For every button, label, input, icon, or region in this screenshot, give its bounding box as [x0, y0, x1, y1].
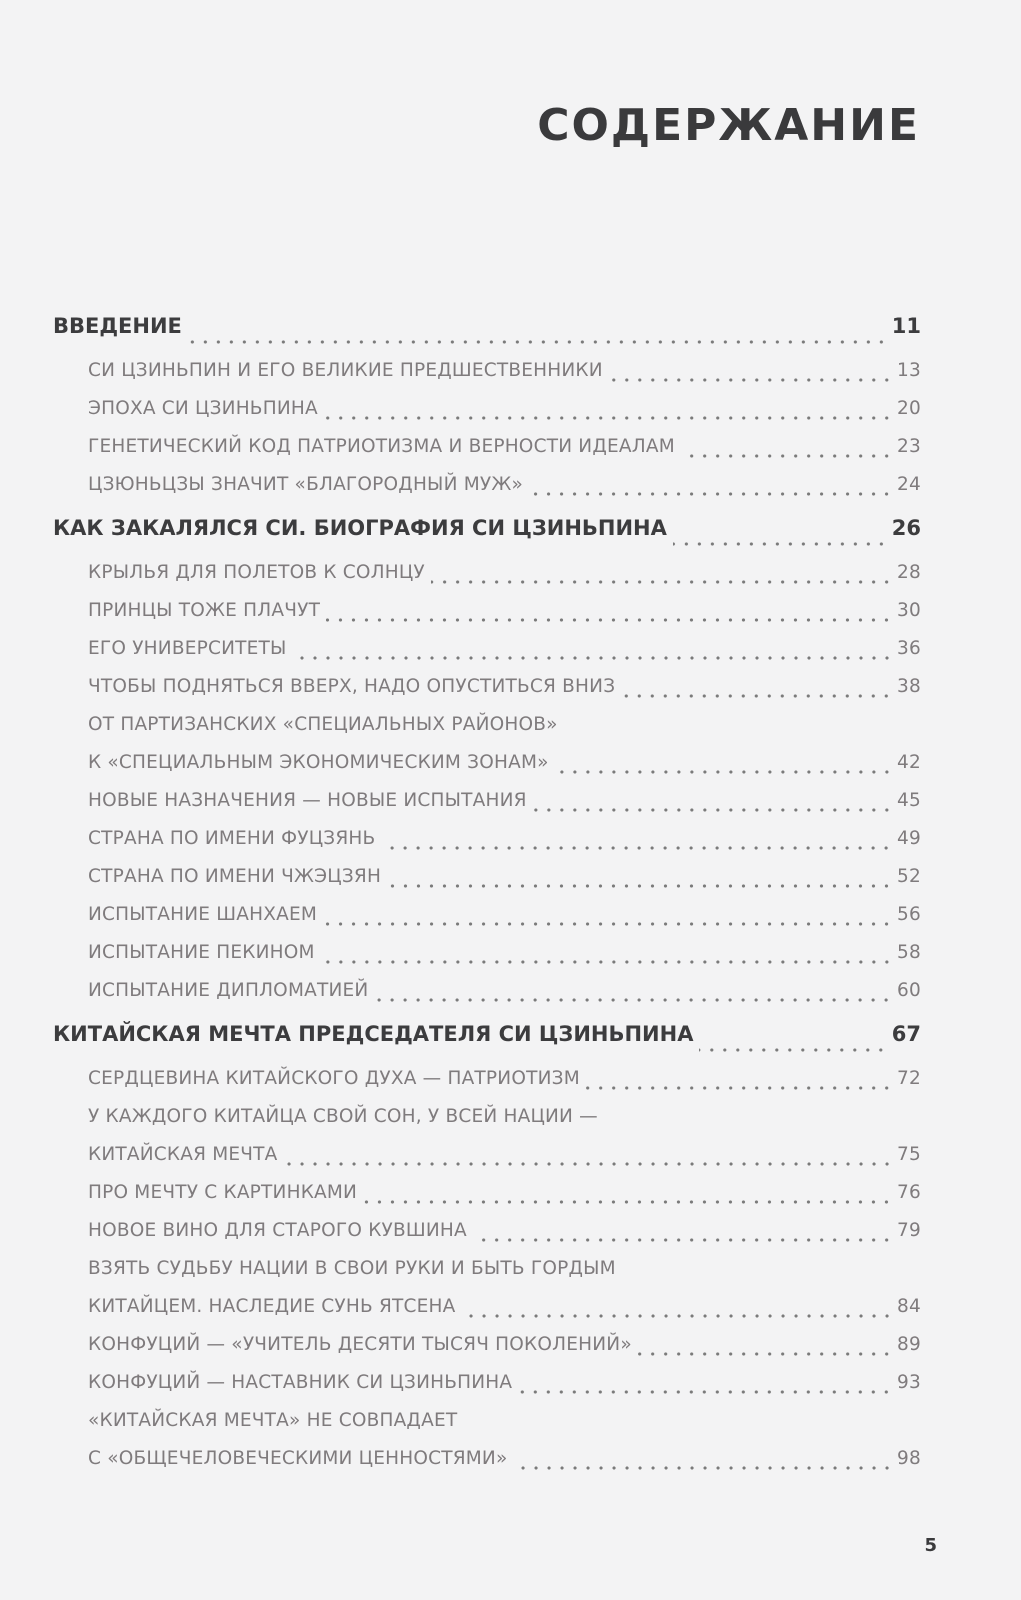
toc-entry-page: 24: [897, 474, 921, 495]
page-number: 5: [924, 1535, 937, 1556]
toc-subsection-entry: [53, 932, 921, 970]
toc-entry-title: КОНФУЦИЙ — НАСТАВНИК СИ ЦЗИНЬПИНА: [88, 1372, 513, 1393]
toc-section-entry: [53, 502, 921, 552]
toc-entry-title: ИСПЫТАНИЕ ШАНХАЕМ: [88, 904, 317, 925]
toc-entry-title: ПРО МЕЧТУ С КАРТИНКАМИ: [88, 1182, 358, 1203]
toc-subsection-entry: [53, 1134, 921, 1172]
toc-entry-title: НОВОЕ ВИНО ДЛЯ СТАРОГО КУВШИНА: [88, 1220, 467, 1241]
toc-subsection-entry: [53, 552, 921, 590]
dot-leader: [321, 960, 893, 964]
toc-entry-title: КОНФУЦИЙ — «УЧИТЕЛЬ ДЕСЯТИ ТЫСЯЧ ПОКОЛЕНИЙ»: [88, 1334, 632, 1355]
dot-leader: [699, 1048, 887, 1052]
toc-entry-title: СЕРДЦЕВИНА КИТАЙСКОГО ДУХА — ПАТРИОТИЗМ: [88, 1068, 580, 1089]
toc-entry-page: 98: [897, 1448, 921, 1469]
toc-entry-title: ВЗЯТЬ СУДЬБУ НАЦИИ В СВОИ РУКИ И БЫТЬ ГОРДЫМ: [88, 1258, 616, 1279]
dot-leader: [293, 656, 894, 660]
dot-leader: [473, 1238, 893, 1242]
toc-subsection-entry: [53, 1324, 921, 1362]
table-of-contents: [53, 300, 921, 1476]
toc-entry-title: КИТАЙЦЕМ. НАСЛЕДИЕ СУНЬ ЯТСЕНА: [88, 1296, 456, 1317]
toc-entry-page: 52: [897, 866, 921, 887]
dot-leader: [518, 1390, 893, 1394]
toc-entry-title: ЦЗЮНЬЦЗЫ ЗНАЧИТ «БЛАГОРОДНЫЙ МУЖ»: [88, 474, 523, 495]
toc-subsection-entry: [53, 628, 921, 666]
toc-subsection-entry: [53, 1248, 921, 1286]
toc-entry-page: 79: [897, 1220, 921, 1241]
toc-entry-page: 76: [897, 1182, 921, 1203]
toc-entry-title: «КИТАЙСКАЯ МЕЧТА» НЕ СОВПАДАЕТ: [88, 1410, 458, 1431]
toc-entry-page: 28: [897, 562, 921, 583]
toc-entry-page: 20: [897, 398, 921, 419]
toc-entry-title: КИТАЙСКАЯ МЕЧТА: [88, 1144, 278, 1165]
toc-subsection-entry: [53, 894, 921, 932]
toc-entry-page: 42: [897, 752, 921, 773]
toc-entry-page: 11: [891, 314, 921, 338]
toc-entry-page: 45: [897, 790, 921, 811]
toc-subsection-entry: [53, 1210, 921, 1248]
toc-entry-page: 30: [897, 600, 921, 621]
dot-leader: [673, 542, 888, 546]
toc-subsection-entry: [53, 1058, 921, 1096]
toc-subsection-entry: [53, 1286, 921, 1324]
dot-leader: [284, 1162, 894, 1166]
toc-entry-title: ПРИНЦЫ ТОЖЕ ПЛАЧУТ: [88, 600, 321, 621]
toc-entry-page: 13: [897, 360, 921, 381]
toc-entry-page: 60: [897, 980, 921, 1001]
toc-subsection-entry: [53, 1096, 921, 1134]
toc-entry-page: 72: [897, 1068, 921, 1089]
toc-subsection-entry: [53, 350, 921, 388]
toc-entry-title: КАК ЗАКАЛЯЛСЯ СИ. БИОГРАФИЯ СИ ЦЗИНЬПИНА: [53, 516, 667, 540]
toc-subsection-entry: [53, 856, 921, 894]
toc-subsection-entry: [53, 1400, 921, 1438]
dot-leader: [533, 808, 893, 812]
toc-subsection-entry: [53, 1362, 921, 1400]
toc-entry-title: ЭПОХА СИ ЦЗИНЬПИНА: [88, 398, 318, 419]
toc-entry-page: 84: [897, 1296, 921, 1317]
toc-entry-page: 75: [897, 1144, 921, 1165]
toc-subsection-entry: [53, 1438, 921, 1476]
toc-entry-page: 38: [897, 676, 921, 697]
dot-leader: [462, 1314, 894, 1318]
toc-section-entry: [53, 1008, 921, 1058]
toc-subsection-entry: [53, 464, 921, 502]
dot-leader: [555, 770, 893, 774]
toc-entry-title: ВВЕДЕНИЕ: [53, 314, 182, 338]
toc-subsection-entry: [53, 1172, 921, 1210]
toc-entry-title: НОВЫЕ НАЗНАЧЕНИЯ — НОВЫЕ ИСПЫТАНИЯ: [88, 790, 527, 811]
toc-entry-page: 56: [897, 904, 921, 925]
toc-subsection-entry: [53, 742, 921, 780]
toc-subsection-entry: [53, 590, 921, 628]
dot-leader: [374, 998, 893, 1002]
toc-entry-title: С «ОБЩЕЧЕЛОВЕЧЕСКИМИ ЦЕННОСТЯМИ»: [88, 1448, 508, 1469]
toc-subsection-entry: [53, 818, 921, 856]
toc-entry-page: 36: [897, 638, 921, 659]
toc-entry-title: ЧТОБЫ ПОДНЯТЬСЯ ВВЕРХ, НАДО ОПУСТИТЬСЯ ВНИЗ: [88, 676, 616, 697]
toc-entry-page: 49: [897, 828, 921, 849]
toc-entry-title: КИТАЙСКАЯ МЕЧТА ПРЕДСЕДАТЕЛЯ СИ ЦЗИНЬПИНА: [53, 1022, 694, 1046]
toc-subsection-entry: [53, 388, 921, 426]
dot-leader: [188, 340, 888, 344]
dot-leader: [381, 846, 893, 850]
toc-entry-title: У КАЖДОГО КИТАЙЦА СВОЙ СОН, У ВСЕЙ НАЦИИ —: [88, 1106, 598, 1127]
dot-leader: [529, 492, 893, 496]
dot-leader: [586, 1086, 893, 1090]
toc-entry-title: КРЫЛЬЯ ДЛЯ ПОЛЕТОВ К СОЛНЦУ: [88, 562, 425, 583]
toc-entry-page: 23: [897, 436, 921, 457]
dot-leader: [363, 1200, 893, 1204]
toc-subsection-entry: [53, 426, 921, 464]
toc-entry-title: К «СПЕЦИАЛЬНЫМ ЭКОНОМИЧЕСКИМ ЗОНАМ»: [88, 752, 549, 773]
dot-leader: [387, 884, 893, 888]
toc-entry-title: СТРАНА ПО ИМЕНИ ЧЖЭЦЗЯН: [88, 866, 382, 887]
dot-leader: [609, 378, 893, 382]
toc-entry-page: 58: [897, 942, 921, 963]
toc-entry-title: СИ ЦЗИНЬПИН И ЕГО ВЕЛИКИЕ ПРЕДШЕСТВЕННИКИ: [88, 360, 603, 381]
toc-entry-page: 93: [897, 1372, 921, 1393]
dot-leader: [514, 1466, 894, 1470]
toc-entry-title: ЕГО УНИВЕРСИТЕТЫ: [88, 638, 287, 659]
toc-entry-page: 67: [891, 1022, 921, 1046]
toc-entry-title: ИСПЫТАНИЕ ПЕКИНОМ: [88, 942, 315, 963]
toc-subsection-entry: [53, 704, 921, 742]
toc-entry-title: ИСПЫТАНИЕ ДИПЛОМАТИЕЙ: [88, 980, 369, 1001]
dot-leader: [681, 454, 893, 458]
dot-leader: [324, 416, 893, 420]
dot-leader: [326, 618, 893, 622]
toc-subsection-entry: [53, 780, 921, 818]
dot-leader: [621, 694, 893, 698]
toc-entry-title: СТРАНА ПО ИМЕНИ ФУЦЗЯНЬ: [88, 828, 376, 849]
toc-entry-title: ОТ ПАРТИЗАНСКИХ «СПЕЦИАЛЬНЫХ РАЙОНОВ»: [88, 714, 558, 735]
toc-entry-title: ГЕНЕТИЧЕСКИЙ КОД ПАТРИОТИЗМА И ВЕРНОСТИ ИДЕАЛАМ: [88, 436, 675, 457]
dot-leader: [638, 1352, 893, 1356]
toc-entry-page: 89: [897, 1334, 921, 1355]
toc-subsection-entry: [53, 666, 921, 704]
dot-leader: [323, 922, 893, 926]
toc-subsection-entry: [53, 970, 921, 1008]
toc-section-entry: [53, 300, 921, 350]
dot-leader: [431, 580, 893, 584]
page-title: СОДЕРЖАНИЕ: [537, 100, 920, 151]
toc-entry-page: 26: [891, 516, 921, 540]
